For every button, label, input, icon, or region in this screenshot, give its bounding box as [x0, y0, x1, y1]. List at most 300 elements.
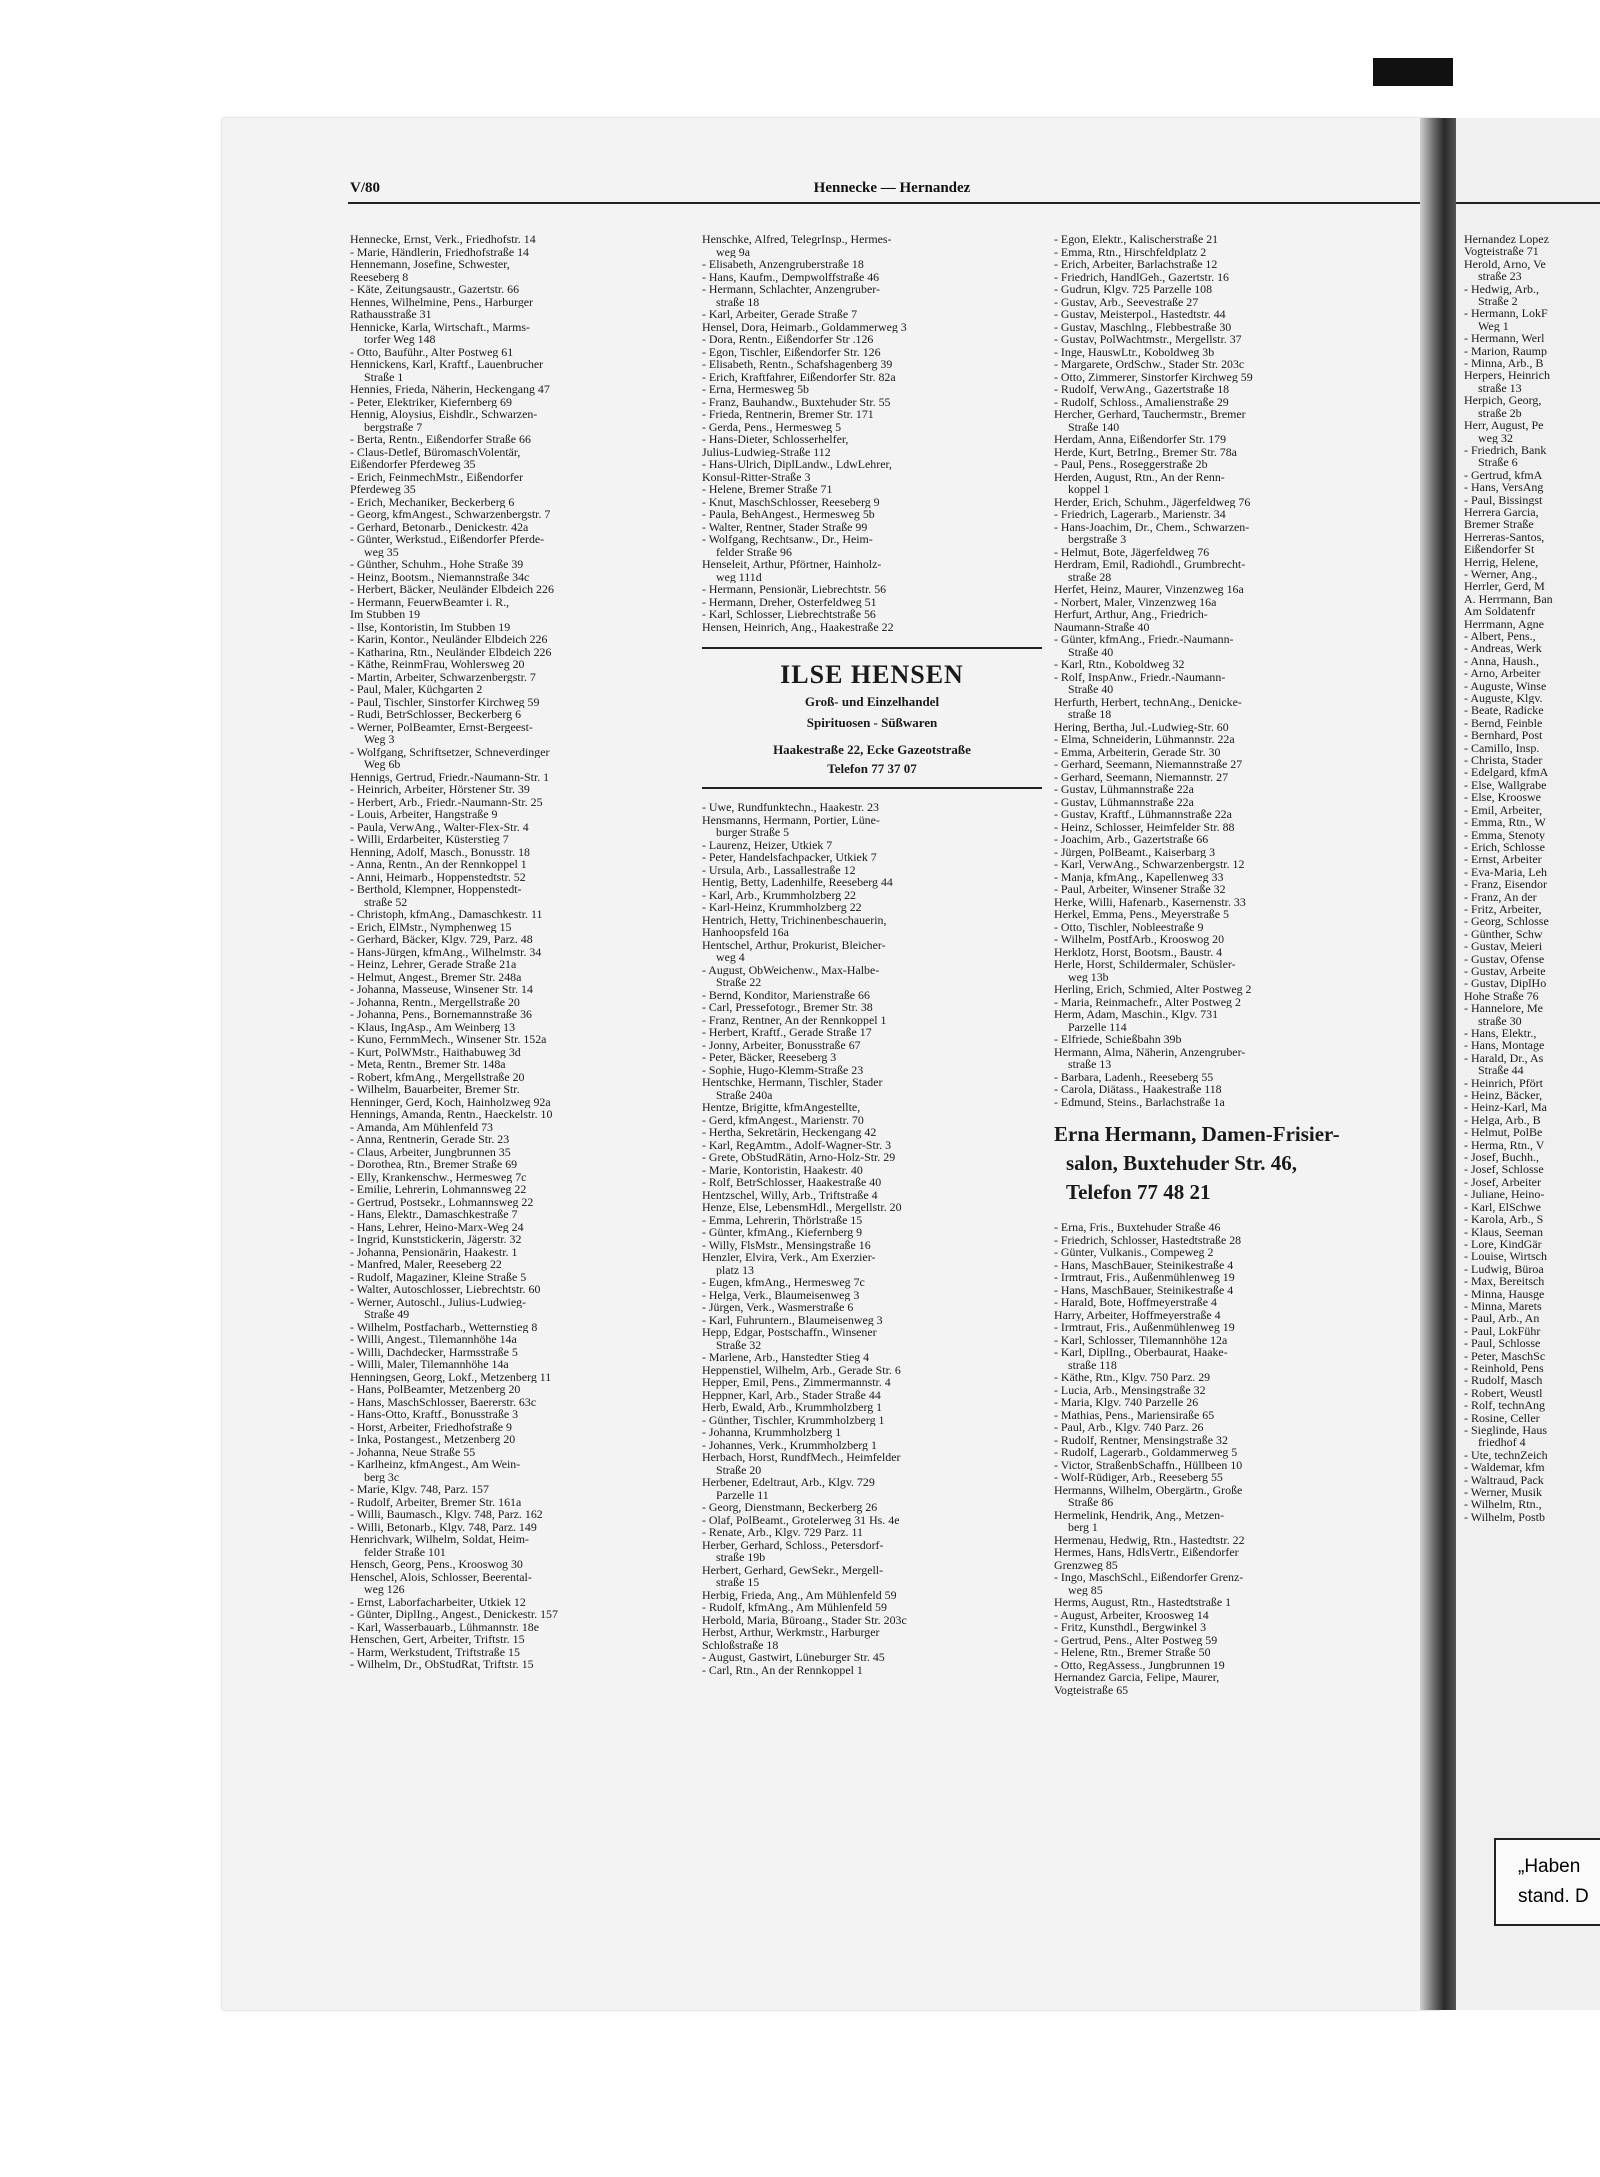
running-head: Hennecke — Hernandez [813, 180, 971, 196]
directory-entry-line: - Bernd, Konditor, Marienstraße 66 [702, 988, 870, 1001]
directory-entry-line: - Georg, Schlosse [1464, 915, 1549, 928]
directory-entry-line: - Anna, Haush., [1464, 654, 1539, 668]
directory-entry-line: koppel 1 [1068, 483, 1110, 496]
directory-entry-line: - Elma, Schneiderin, Lühmannstr. 22a [1054, 733, 1235, 746]
directory-entry-line: - Harald, Bote, Hoffmeyerstraße 4 [1054, 1296, 1217, 1309]
directory-entry-line: - Hans, Montage [1464, 1039, 1545, 1052]
directory-entry-line: - Ilse, Kontoristin, Im Stubben 19 [350, 620, 511, 633]
directory-entry-line: - Günter, kfmAng., Friedr.-Naumann- [1054, 633, 1234, 646]
directory-entry-line: Herder, Erich, Schuhm., Jägerfeldweg 76 [1054, 495, 1251, 508]
directory-entry-line: - Anni, Heimarb., Hoppenstedtstr. 52 [350, 870, 526, 883]
directory-entry-line: - Günter, Vulkanis., Compeweg 2 [1054, 1246, 1214, 1259]
directory-entry-line: - Rudolf, Schloss., Amalienstraße 29 [1054, 395, 1229, 408]
directory-entry-line: Hennigs, Gertrud, Friedr.-Naumann-Str. 1 [350, 770, 550, 783]
directory-entry-line: weg 35 [364, 545, 399, 558]
directory-entry-line: - Wilhelm, Dr., ObStudRat, Triftstr. 15 [350, 1658, 534, 1671]
column-2-entries-a [702, 233, 1042, 633]
directory-entry-line: - Wilhelm, Bauarbeiter, Bremer Str. [350, 1083, 520, 1096]
directory-entry-line: - Paul, Arb., An [1464, 1312, 1540, 1325]
directory-entry-line: - Hans, Elektr., [1464, 1027, 1537, 1040]
directory-entry-line: - Marlene, Arb., Hanstedter Stieg 4 [702, 1351, 870, 1364]
directory-entry-line: - Heinrich, Pfört [1464, 1076, 1543, 1090]
directory-entry-line: - Franz, Eisendor [1464, 878, 1547, 891]
directory-entry-line: - Josef, Arbeiter [1464, 1175, 1541, 1189]
directory-entry-line: - Carl, Pressefotogr., Bremer Str. 38 [702, 1001, 873, 1014]
directory-entry-line: - Josef, Schlosse [1464, 1163, 1544, 1176]
directory-entry-line: - Wilhelm, Rtn., [1464, 1498, 1542, 1511]
directory-entry-line: Straße 240a [716, 1088, 773, 1101]
column-2-entries-b [702, 801, 1042, 1676]
directory-entry-line: - Juliane, Heino- [1464, 1188, 1545, 1201]
directory-entry-line: - Werner, Musik [1464, 1486, 1542, 1499]
directory-entry-line: - Otto, Tischler, Nobleestraße 9 [1054, 920, 1204, 933]
directory-entry-line: Hentig, Betty, Ladenhilfe, Reeseberg 44 [702, 876, 893, 889]
directory-entry-line: - Dorothea, Rtn., Bremer Straße 69 [350, 1158, 518, 1171]
directory-entry-line: - Emma, Rtn., Hirschfeldplatz 2 [1054, 245, 1207, 258]
ad-line: stand. D [1518, 1886, 1589, 1907]
directory-entry-line: - Paul, Tischler, Sinstorfer Kirchweg 59 [350, 695, 540, 708]
directory-entry-line: Hennecke, Ernst, Verk., Friedhofstr. 14 [350, 233, 536, 246]
directory-entry-line: - Hans-Joachim, Dr., Chem., Schwarzen- [1054, 520, 1250, 533]
directory-entry-line: straße 52 [364, 895, 408, 908]
directory-entry-line: - Erich, Mechaniker, Beckerberg 6 [350, 495, 515, 508]
column-3 [1054, 233, 1394, 1696]
directory-entry-line: - Marie, Händlerin, Friedhofstraße 14 [350, 245, 529, 258]
directory-entry-line: - Gerhard, Betonarb., Denickestr. 42a [350, 520, 529, 533]
directory-entry-line: - Berthold, Klempner, Hoppenstedt- [350, 883, 522, 896]
directory-entry-line: - Elisabeth, Rentn., Schafshagenberg 39 [702, 358, 893, 371]
directory-entry-line: - Paul, Schlosse [1464, 1337, 1541, 1350]
directory-entry-line: Herber, Gerhard, Schloss., Petersdorf- [702, 1538, 884, 1551]
directory-entry-line: - Werner, PolBeamter, Ernst-Bergeest- [350, 720, 533, 733]
directory-entry-line: - Camillo, Insp. [1464, 741, 1540, 755]
directory-entry-line: Hermann, Alma, Näherin, Anzengruber- [1054, 1045, 1246, 1058]
directory-entry-line: - Jonny, Arbeiter, Bonusstraße 67 [702, 1038, 861, 1051]
boxed-advertisement [1494, 1838, 1600, 1926]
directory-entry-line: Hepp, Edgar, Postschaffn., Winsener [702, 1326, 877, 1339]
directory-entry-line: - Friedrich, HandlGeh., Gazertstr. 16 [1054, 270, 1230, 283]
directory-entry-line: - Willi, Maler, Tilemannhöhe 14a [350, 1358, 509, 1371]
directory-entry-line: - Minna, Marets [1464, 1299, 1542, 1313]
directory-entry-line: - Emma, Stenoty [1464, 828, 1545, 841]
directory-entry-line: Straße 40 [1068, 683, 1114, 696]
directory-entry-line: - Heinz-Karl, Ma [1464, 1101, 1547, 1114]
directory-entry-line: - Egon, Tischler, Eißendorfer Str. 126 [702, 345, 881, 358]
directory-entry-line: - Manja, kfmAng., Kapellenweg 33 [1054, 870, 1224, 883]
directory-entry-line: - Paul, LokFühr [1464, 1324, 1541, 1338]
directory-entry-line: - Rudolf, Rentner, Mensingstraße 32 [1054, 1433, 1228, 1446]
directory-entry-line: - August, Gastwirt, Lüneburger Str. 45 [702, 1651, 885, 1664]
directory-entry-line: - Irmtraut, Fris., Außenmühlenweg 19 [1054, 1321, 1235, 1334]
directory-entry-line: platz 13 [716, 1263, 754, 1276]
directory-entry-line: Herden, August, Rtn., An der Renn- [1054, 470, 1225, 483]
directory-entry-line: - Ursula, Arb., Lassallestraße 12 [702, 863, 856, 876]
directory-entry-line: - Minna, Arb., B [1464, 357, 1544, 370]
directory-entry-line: Bremer Straße [1464, 518, 1534, 531]
directory-entry-line: - Andreas, Werk [1464, 642, 1542, 655]
ad-title: ILSE HENSEN [780, 660, 964, 689]
directory-entry-line: Herfurt, Arthur, Ang., Friedrich- [1054, 608, 1208, 621]
directory-entry-line: Hensch, Georg, Pens., Krooswog 30 [350, 1558, 523, 1571]
directory-entry-line: - Peter, Elektriker, Kiefernberg 69 [350, 395, 512, 408]
directory-entry-line: Harry, Arbeiter, Hoffmeyerstraße 4 [1054, 1308, 1221, 1321]
directory-entry-line: - Herma, Rtn., V [1464, 1138, 1545, 1152]
directory-entry-line: Herdram, Emil, Radiohdl., Grumbrecht- [1054, 558, 1246, 571]
directory-entry-line: - Hertha, Sekretärin, Heckengang 42 [702, 1126, 877, 1139]
directory-entry-line: - Egon, Elektr., Kalischerstraße 21 [1054, 233, 1219, 246]
directory-entry-line: - Ernst, Arbeiter [1464, 853, 1542, 866]
directory-entry-line: Eißendorfer St [1464, 543, 1535, 556]
directory-entry-line: - Johanna, Pensionärin, Haakestr. 1 [350, 1245, 518, 1258]
directory-entry-line: - Victor, StraßenbSchaffn., Hüllbeen 10 [1054, 1458, 1243, 1471]
directory-entry-line: Hermelink, Hendrik, Ang., Metzen- [1054, 1508, 1225, 1521]
directory-entry-line: - Erich, ElMstr., Nymphenweg 15 [350, 920, 512, 933]
directory-entry-line: Hentschke, Hermann, Tischler, Stader [702, 1076, 883, 1089]
directory-entry-line: - Karlheinz, kfmAngest., Am Wein- [350, 1458, 521, 1471]
directory-entry-line: - Karl, RegAmtm., Adolf-Wagner-Str. 3 [702, 1138, 892, 1151]
directory-entry-line: - Helmut, Bote, Jägerfeldweg 76 [1054, 545, 1210, 558]
directory-entry-line: bergstraße 3 [1068, 533, 1127, 546]
directory-entry-line: - Karl, VerwAng., Schwarzenbergstr. 12 [1054, 858, 1245, 871]
directory-entry-line: - Friedrich, Schlosser, Hastedtstraße 28 [1054, 1233, 1242, 1246]
directory-entry-line: - Günter, DiplIng., Angest., Denickestr. 157 [350, 1608, 558, 1621]
directory-entry-line: - Gustav, PolWachtmstr., Mergellstr. 37 [1054, 333, 1242, 346]
directory-entry-line: - Robert, kfmAng., Mergellstraße 20 [350, 1070, 525, 1083]
directory-entry-line: - Hannelore, Me [1464, 1002, 1543, 1015]
directory-entry-line: - Edmund, Steins., Barlachstraße 1a [1054, 1095, 1225, 1108]
directory-entry-line: weg 4 [716, 951, 745, 964]
directory-entry-line: - Käthe, ReinmFrau, Wohlersweg 20 [350, 658, 525, 671]
directory-entry-line: - Rudi, BetrSchlosser, Beckerberg 6 [350, 708, 522, 721]
directory-entry-line: - Kuno, FernmMech., Winsener Str. 152a [350, 1033, 547, 1046]
directory-entry-line: Hensmanns, Hermann, Portier, Lüne- [702, 813, 880, 826]
directory-entry-line: - Edelgard, kfmA [1464, 766, 1549, 779]
directory-entry-line: straße 13 [1478, 381, 1522, 395]
directory-entry-line: Weg 1 [1478, 319, 1509, 333]
directory-entry-line: - Helga, Verk., Blaumeisenweg 3 [702, 1288, 860, 1301]
directory-entry-line: - Gustav, Maschlng., Flebbestraße 30 [1054, 320, 1232, 333]
directory-entry-line: Hensen, Heinrich, Ang., Haakestraße 22 [702, 620, 894, 633]
directory-entry-line: - Marie, Kontoristin, Haakestr. 40 [702, 1163, 863, 1176]
directory-entry-line: weg 9a [716, 245, 751, 258]
directory-entry-line: Henning, Adolf, Masch., Bonusstr. 18 [350, 845, 531, 858]
directory-entry-line: - Louise, Wirtsch [1464, 1250, 1547, 1263]
directory-entry-line: - Hedwig, Arb., [1464, 282, 1539, 296]
column-2 [702, 233, 1042, 1676]
directory-entry-line: - Helmut, Angest., Bremer Str. 248a [350, 970, 522, 983]
directory-entry-line: - Paul, Arb., Klgv. 740 Parz. 26 [1054, 1421, 1204, 1434]
directory-entry-line: - Wilhelm, Postfacharb., Wetternstieg 8 [350, 1320, 538, 1333]
directory-entry-line: Rathausstraße 31 [350, 308, 432, 321]
directory-entry-line: - Heinrich, Arbeiter, Hörstener Str. 39 [350, 783, 530, 796]
directory-entry-line: Herpers, Heinrich [1464, 369, 1550, 382]
directory-entry-line: - Karl-Heinz, Krummholzberg 22 [702, 901, 862, 914]
directory-entry-line: - August, ObWeichenw., Max-Halbe- [702, 963, 880, 976]
directory-entry-line: - Paul, Arbeiter, Winsener Straße 32 [1054, 883, 1226, 896]
directory-entry-line: - Gustav, Lühmannstraße 22a [1054, 783, 1194, 796]
directory-entry-line: - Fritz, Arbeiter, [1464, 902, 1542, 916]
directory-entry-line: - Amanda, Am Mühlenfeld 73 [350, 1120, 493, 1133]
directory-entry-line: - Arno, Arbeiter [1464, 667, 1541, 680]
directory-entry-line: Straße 40 [1068, 645, 1114, 658]
directory-entry-line: - Günter, kfmAng., Kiefernberg 9 [702, 1226, 863, 1239]
directory-entry-line: - Gertrud, kfmA [1464, 468, 1543, 482]
directory-entry-line: - Käthe, Rtn., Klgv. 750 Parz. 29 [1054, 1371, 1211, 1384]
directory-entry-line: Konsul-Ritter-Straße 3 [702, 470, 811, 483]
directory-entry-line: - Klaus, IngAsp., Am Weinberg 13 [350, 1020, 516, 1033]
directory-entry-line: - Gustav, Ofense [1464, 952, 1545, 965]
directory-entry-line: Herb, Ewald, Arb., Krummholzberg 1 [702, 1401, 883, 1414]
directory-entry-line: - Werner, Ang., [1464, 567, 1538, 581]
directory-entry-line: - Erich, FeinmechMstr., Eißendorfer [350, 470, 524, 483]
directory-entry-line: - Louis, Arbeiter, Hangstraße 9 [350, 808, 498, 821]
directory-entry-line: - Harm, Werkstudent, Triftstraße 15 [350, 1645, 520, 1658]
directory-entry-line: Herbst, Arthur, Werkmstr., Harburger [702, 1626, 880, 1639]
directory-entry-line: - Ludwig, Büroa [1464, 1262, 1544, 1276]
directory-entry-line: friedhof 4 [1478, 1436, 1526, 1449]
directory-entry-line: - Rudolf, Masch [1464, 1374, 1543, 1387]
column-3-entries-a [1054, 233, 1394, 1108]
directory-entry-line: - Karin, Kontor., Neuländer Elbdeich 226 [350, 633, 548, 646]
directory-entry-line: - Gerhard, Bäcker, Klgv. 729, Parz. 48 [350, 933, 533, 946]
directory-entry-line: Reeseberg 8 [350, 270, 409, 283]
directory-entry-line: - Erna, Hermesweg 5b [702, 383, 809, 396]
directory-entry-line: - Emma, Arbeiterin, Gerade Str. 30 [1054, 745, 1221, 758]
directory-entry-line: Henseleit, Arthur, Pförtner, Hainholz- [702, 558, 882, 571]
directory-entry-line: burger Straße 5 [716, 826, 790, 839]
directory-entry-line: - Renate, Arb., Klgv. 729 Parz. 11 [702, 1526, 863, 1539]
directory-entry-line: - Elfriede, Schießbahn 39b [1054, 1033, 1182, 1046]
directory-entry-line: - Manfred, Maler, Reeseberg 22 [350, 1258, 502, 1271]
directory-entry-line: - Else, Wallgrabe [1464, 778, 1547, 792]
directory-entry-line: felder Straße 96 [716, 545, 792, 558]
directory-entry-line: Pferdeweg 35 [350, 483, 416, 496]
directory-entry-line: Im Stubben 19 [350, 608, 421, 621]
directory-entry-line: Weg 6b [364, 758, 401, 771]
directory-entry-line: - Gustav, Kraftf., Lühmannstraße 22a [1054, 808, 1232, 821]
directory-entry-line: Parzelle 114 [1068, 1020, 1127, 1033]
directory-entry-line: - Gustav, DiplHo [1464, 977, 1547, 990]
directory-entry-line: - Ingrid, Kunststickerin, Jägerstr. 32 [350, 1233, 522, 1246]
directory-entry-line: - Frieda, Rentnerin, Bremer Str. 171 [702, 408, 874, 421]
directory-entry-line: Herms, August, Rtn., Hastedtstraße 1 [1054, 1596, 1232, 1609]
directory-entry-line: - Fritz, Kunsthdl., Bergwinkel 3 [1054, 1621, 1207, 1634]
directory-entry-line: - Eugen, kfmAng., Hermesweg 7c [702, 1276, 865, 1289]
directory-entry-line: - Paula, VerwAng., Walter-Flex-Str. 4 [350, 820, 529, 833]
directory-entry-line: Heppner, Karl, Arb., Stader Straße 44 [702, 1388, 881, 1401]
directory-entry-line: Hercher, Gerhard, Tauchermstr., Bremer [1054, 408, 1246, 421]
directory-entry-line: - Karl, DiplIng., Oberbaurat, Haake- [1054, 1346, 1228, 1359]
directory-entry-line: - Auguste, Winse [1464, 679, 1547, 693]
directory-entry-line: - Max, Bereitsch [1464, 1275, 1545, 1288]
directory-entry-line: Herrler, Gerd, M [1464, 580, 1545, 593]
directory-entry-line: - Olaf, PolBeamt., Grotelerweg 31 Hs. 4e [702, 1513, 900, 1526]
directory-entry-line: - Anna, Rentn., An der Rennkoppel 1 [350, 858, 527, 871]
directory-entry-line: Herkel, Emma, Pens., Meyerstraße 5 [1054, 908, 1230, 921]
directory-entry-line: bergstraße 7 [364, 420, 423, 433]
directory-entry-line: - Rudolf, VerwAng., Gazertstraße 18 [1054, 383, 1230, 396]
directory-entry-line: Hernandez Lopez [1464, 233, 1549, 246]
directory-entry-line: - Else, Krooswe [1464, 791, 1541, 804]
directory-entry-line: Herr, August, Pe [1464, 419, 1544, 432]
directory-entry-line: Herdam, Anna, Eißendorfer Str. 179 [1054, 433, 1227, 446]
page-header [350, 180, 1434, 200]
directory-entry-line: - Hans, VersAng [1464, 481, 1544, 494]
directory-entry-line: - Paula, BehAngest., Hermesweg 5b [702, 508, 875, 521]
directory-entry-line: A. Herrmann, Ban [1464, 592, 1553, 606]
directory-entry-line: - Käte, Zeitungsaustr., Gazertstr. 66 [350, 283, 520, 296]
directory-entry-line: - Paul, Maler, Küchgarten 2 [350, 683, 483, 696]
directory-entry-line: - Heinz, Schlosser, Heimfelder Str. 88 [1054, 820, 1235, 833]
directory-entry-line: - Peter, Bäcker, Reeseberg 3 [702, 1051, 837, 1064]
directory-entry-line: - Georg, kfmAngest., Schwarzenbergstr. 7 [350, 508, 551, 521]
directory-entry-line: - Willi, Baumasch., Klgv. 748, Parz. 162 [350, 1508, 543, 1521]
directory-entry-line: - Hans, MaschBauer, Steinikestraße 4 [1054, 1283, 1234, 1296]
directory-entry-line: Henzler, Elvira, Verk., Am Exerzier- [702, 1251, 876, 1264]
directory-entry-line: Herreras-Santos, [1464, 530, 1545, 544]
directory-entry-line: - Willi, Erdarbeiter, Küsterstieg 7 [350, 833, 509, 846]
directory-entry-line: Hennes, Wilhelmine, Pens., Harburger [350, 295, 534, 308]
directory-entry-line: Herke, Willi, Hafenarb., Kasernenstr. 33 [1054, 895, 1246, 908]
directory-entry-line: - Rudolf, Arbeiter, Bremer Str. 161a [350, 1495, 522, 1508]
directory-entry-line: - Carl, Rtn., An der Rennkoppel 1 [702, 1663, 863, 1676]
directory-entry-line: Straße 44 [1478, 1064, 1524, 1077]
directory-entry-line: - Albert, Pens., [1464, 630, 1536, 643]
directory-entry-line: - Willi, Dachdecker, Harmsstraße 5 [350, 1345, 518, 1358]
facing-page-partial [1456, 118, 1600, 2010]
directory-entry-line: - Hans, MaschBauer, Steinikestraße 4 [1054, 1258, 1234, 1271]
directory-entry-line: - Hans-Ulrich, DiplLandw., LdwLehrer, [702, 458, 892, 471]
directory-entry-line: - Erich, Kraftfahrer, Eißendorfer Str. 82a [702, 370, 896, 383]
directory-entry-line: - Hermann, Schlachter, Anzengruber- [702, 283, 880, 296]
directory-entry-line: - Waltraud, Pack [1464, 1473, 1544, 1487]
directory-entry-line: straße 118 [1068, 1358, 1117, 1371]
header-rule [348, 202, 1436, 204]
directory-entry-line: Herfurth, Herbert, technAng., Denicke- [1054, 695, 1242, 708]
directory-entry-line: straße 13 [1068, 1058, 1112, 1071]
directory-entry-line: - Willy, FlsMstr., Mensingstraße 16 [702, 1238, 871, 1251]
directory-entry-line: - Johannes, Verk., Krummholzberg 1 [702, 1438, 877, 1451]
column-3-entries-b [1054, 1221, 1394, 1696]
directory-entry-line: - Harald, Dr., As [1464, 1051, 1544, 1065]
directory-entry-line: - Irmtraut, Fris., Außenmühlenweg 19 [1054, 1271, 1235, 1284]
directory-entry-line: Herling, Erich, Schmied, Alter Postweg 2 [1054, 983, 1252, 996]
directory-entry-line: Hepper, Emil, Pens., Zimmermannstr. 4 [702, 1376, 891, 1389]
directory-entry-line: - Hermann, Werl [1464, 332, 1545, 345]
directory-entry-line: - Heinz, Bootsm., Niemannstraße 34c [350, 570, 530, 583]
ad-line: salon, Buxtehuder Str. 46, [1066, 1151, 1298, 1175]
directory-entry-line: - Günther, Schuhm., Hohe Straße 39 [350, 558, 524, 571]
directory-entry-line: - Wolf-Rüdiger, Arb., Reeseberg 55 [1054, 1471, 1223, 1484]
directory-entry-line: - Johanna, Pens., Bornemannstraße 36 [350, 1008, 532, 1021]
directory-entry-line: Henschel, Alois, Schlosser, Beerental- [350, 1570, 532, 1583]
directory-entry-line: straße 30 [1478, 1014, 1522, 1027]
book-spine-shadow [1373, 58, 1453, 86]
ad-line: Erna Hermann, Damen-Frisier- [1054, 1122, 1340, 1146]
facing-page-column [1464, 233, 1600, 1523]
directory-entry-line: - Reinhold, Pens [1464, 1361, 1544, 1375]
directory-entry-line: Straße 49 [364, 1308, 410, 1321]
ad-phone: Telefon 77 37 07 [827, 761, 917, 776]
directory-entry-line: Herbold, Maria, Büroang., Stader Str. 203c [702, 1613, 907, 1626]
directory-entry-line: - Lore, KindGär [1464, 1237, 1542, 1251]
directory-entry-line: Hohe Straße 76 [1464, 989, 1539, 1003]
header-rule [1456, 202, 1600, 204]
directory-entry-line: - Karl, Wasserbauarb., Lühmannstr. 18e [350, 1620, 540, 1633]
directory-entry-line: - Rudolf, Magaziner, Kleine Straße 5 [350, 1270, 527, 1283]
directory-entry-line: Henningsen, Georg, Lokf., Metzenberg 11 [350, 1370, 552, 1383]
directory-entry-line: - Herbert, Arb., Friedr.-Naumann-Str. 25 [350, 795, 543, 808]
directory-entry-line: Straße 1 [364, 370, 404, 383]
directory-entry-line: Naumann-Straße 40 [1054, 620, 1150, 633]
directory-entry-line: - Christoph, kfmAng., Damaschkestr. 11 [350, 908, 543, 921]
directory-entry-line: - Carola, Diätass., Haakestraße 118 [1054, 1083, 1222, 1096]
directory-entry-line: - Rudolf, Lagerarb., Goldammerweg 5 [1054, 1446, 1238, 1459]
directory-entry-line: - Johanna, Neue Straße 55 [350, 1445, 476, 1458]
directory-entry-line: - Friedrich, Bank [1464, 443, 1547, 457]
directory-entry-line: Hennickens, Karl, Kraftf., Lauenbrucher [350, 358, 544, 371]
directory-entry-line: - Karl, Fuhruntern., Blaumeisenweg 3 [702, 1313, 883, 1326]
directory-entry-line: - Gerhard, Seemann, Niemannstr. 27 [1054, 770, 1229, 783]
directory-entry-line: Parzelle 11 [716, 1488, 769, 1501]
directory-entry-line: Grenzweg 85 [1054, 1558, 1118, 1571]
directory-entry-line: - Hans, MaschSchlosser, Baererstr. 63c [350, 1395, 537, 1408]
directory-entry-line: - Johanna, Masseuse, Winsener Str. 14 [350, 983, 533, 996]
directory-entry-line: - Gustav, Meieri [1464, 940, 1543, 953]
directory-entry-line: - Sophie, Hugo-Klemm-Straße 23 [702, 1063, 864, 1076]
directory-entry-line: - Ute, technZeich [1464, 1448, 1548, 1462]
directory-entry-line: - Karl, Arbeiter, Gerade Straße 7 [702, 308, 858, 321]
directory-entry-line: - Helene, Rtn., Bremer Straße 50 [1054, 1646, 1211, 1659]
directory-entry-line: Hennings, Amanda, Rentn., Haeckelstr. 10 [350, 1108, 553, 1121]
directory-entry-line: - Rosine, Celler [1464, 1411, 1540, 1424]
directory-entry-line: Hennig, Aloysius, Eishdlr., Schwarzen- [350, 408, 538, 421]
directory-entry-line: - Dora, Rentn., Eißendorfer Str .126 [702, 333, 874, 346]
directory-entry-line: - Horst, Arbeiter, Friedhofstraße 9 [350, 1420, 512, 1433]
directory-entry-line: - Hermann, LokF [1464, 307, 1548, 320]
directory-entry-line: Weg 3 [364, 733, 395, 746]
directory-entry-line: - Gerd, kfmAngest., Marienstr. 70 [702, 1113, 864, 1126]
directory-entry-line: Hennemann, Josefine, Schwester, [350, 258, 510, 271]
directory-entry-line: - Klaus, Seeman [1464, 1225, 1543, 1238]
directory-entry-line: - Waldemar, kfm [1464, 1461, 1545, 1474]
directory-entry-line: weg 13b [1068, 970, 1109, 983]
directory-entry-line: straße 28 [1068, 570, 1112, 583]
directory-entry-line: Herm, Adam, Maschin., Klgv. 731 [1054, 1008, 1219, 1021]
directory-entry-line: Straße 2 [1478, 295, 1518, 308]
directory-entry-line: - Rolf, InspAnw., Friedr.-Naumann- [1054, 670, 1226, 683]
directory-entry-line: - Minna, Hausge [1464, 1287, 1545, 1300]
directory-entry-line: - Gerda, Pens., Hermesweg 5 [702, 420, 842, 433]
directory-entry-line: - Ingo, MaschSchl., Eißendorfer Grenz- [1054, 1571, 1244, 1584]
directory-entry-line: - Ernst, Laborfacharbeiter, Utkiek 12 [350, 1595, 526, 1608]
directory-entry-line: - Karl, ElSchwe [1464, 1200, 1541, 1214]
directory-entry-line: - Marion, Raump [1464, 344, 1547, 358]
directory-entry-line: - Mathias, Pens., Mariensiraße 65 [1054, 1408, 1215, 1421]
directory-entry-line: Hentzschel, Willy, Arb., Triftstraße 4 [702, 1188, 878, 1201]
directory-entry-line: straße 19b [716, 1551, 766, 1564]
directory-entry-line: Herrig, Helene, [1464, 555, 1539, 568]
directory-entry-line: - Hermann, Pensionär, Liebrechtstr. 56 [702, 583, 887, 596]
directory-entry-line: - Gertrud, Pens., Alter Postweg 59 [1054, 1633, 1218, 1646]
directory-entry-line: Hermanns, Wilhelm, Obergärtn., Große [1054, 1483, 1243, 1496]
directory-entry-line: - Joachim, Arb., Gazertstraße 66 [1054, 833, 1209, 846]
directory-entry-line: - Bernhard, Post [1464, 729, 1543, 742]
directory-entry-line: - Marie, Klgv. 748, Parz. 157 [350, 1483, 489, 1496]
directory-entry-line: - Hans-Otto, Kraftf., Bonusstraße 3 [350, 1408, 519, 1421]
directory-entry-line: Herbach, Horst, RundfMech., Heimfelder [702, 1451, 901, 1464]
directory-entry-line: - Werner, Autoschl., Julius-Ludwieg- [350, 1295, 527, 1308]
